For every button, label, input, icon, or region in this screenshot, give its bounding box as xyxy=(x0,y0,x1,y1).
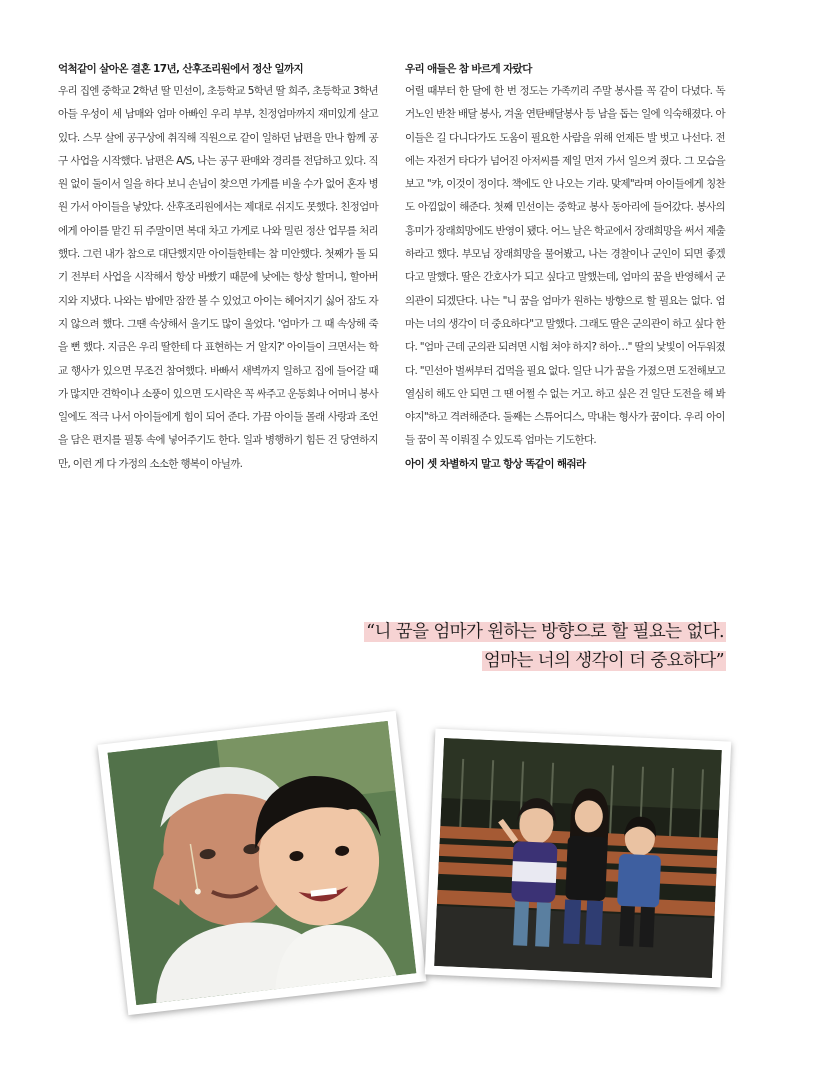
photo-grandmother-grandson xyxy=(98,711,427,1015)
section-heading: 억척같이 살아온 결혼 17년, 산후조리원에서 정산 일까지 xyxy=(58,63,304,75)
photo-image xyxy=(434,738,722,978)
section-heading-next: 아이 셋 차별하지 말고 항상 똑같이 해줘라 xyxy=(405,457,586,470)
right-column xyxy=(405,58,725,475)
photo-three-children xyxy=(425,729,731,988)
section-heading: 우리 애들은 참 바르게 자랐다 xyxy=(405,63,532,75)
photo-image xyxy=(108,721,417,1005)
article-body: 어릴 때부터 한 달에 한 번 정도는 가족끼리 주말 봉사를 꼭 같이 다녔다. 독거노인 반찬 배달 봉사, 겨울 연탄배달봉사 등 남을 돕는 일에 익숙해졌다. 아이들은 길 다니다가도 도움이 필요한 사람을 위해 언제든 발 벗고 나선다. 전에는 자전거 타다가 넘어진 아저씨를 제일 먼저 가서 일으켜 줬다. 그 모습을 보고 "캬, 이것이 정이다. 책에도 안 나오는 기라. 맞제"라며 아이들에게 칭찬도 아낌없이 해준다. 첫째 민선이는 중학교 봉사 동아리에 들어갔다. 봉사의 흥미가 장래희망에도 반영이 됐다. 어느 날은 학교에서 장래희망을 써서 제출하라고 했다. 부모님 장래희망을 물어봤고, 나는 경찰이나 군인이 되면 좋겠다고 말했다. 딸은 간호사가 되고 싶다고 말했는데, 엄마의 꿈을 반영해서 군의관이 되겠단다. 나는 "니 꿈을 엄마가 원하는 방향으로 할 필요는 없다. 엄마는 너의 생각이 더 중요하다"고 말했다. 그래도 딸은 군의관이 하고 싶다 한다. "엄마 근데 군의관 되려면 시험 쳐야 하지? 하아…" 딸의 낯빛이 어두워졌다. "민선아 벌써부터 겁먹을 필요 없다. 일단 니가 꿈을 가졌으면 도전해보고 열심히 해도 안 되면 그 땐 어쩔 수 없는 거고. 하고 싶은 건 일단 도전을 해 봐야지"하고 격려해준다. 둘째는 스튜어디스, 막내는 형사가 꿈이다. 우리 아이들 꿈이 꼭 이뤄질 수 있도록 엄마는 기도한다. xyxy=(405,85,725,447)
pull-quote-line: 엄마는 너의 생각이 더 중요하다” xyxy=(483,651,724,671)
article-body: 우리 집엔 중학교 2학년 딸 민선이, 초등학교 5학년 딸 희주, 초등학교 3학년 아들 우성이 세 남매와 엄마 아빠인 우리 부부, 친정엄마까지 재미있게 살고 있다. 스무 살에 공구상에 취직해 직원으로 같이 일하던 남편을 만나 함께 공구 사업을 시작했다. 남편은 A/S, 나는 공구 판매와 경리를 전담하고 있다. 직원 없이 둘이서 일을 하다 보니 손님이 찾으면 가게를 비울 수가 없어 혼자 병원 가서 아이들을 낳았다. 산후조리원에서는 제대로 쉬지도 못했다. 친정엄마에게 아이를 맡긴 뒤 주말이면 복대 차고 가게로 나와 밀린 정산 업무를 처리했다. 그런 내가 참으로 대단했지만 아이들한테는 참 미안했다. 첫째가 돌 되기 전부터 사업을 시작해서 항상 바빴기 때문에 낮에는 항상 할머니, 할아버지와 지냈다. 나와는 밤에만 잠깐 볼 수 있었고 아이는 헤어지기 싫어 잠도 자지 않으려 했다. 그땐 속상해서 울기도 많이 울었다. '엄마가 그 때 속상해 죽을 뻔 했다. 지금은 우리 딸한테 다 표현하는 거 알지?' 아이들이 크면서는 학교 행사가 있으면 무조건 참여했다. 바빠서 새벽까지 일하고 집에 들어갈 때가 많지만 견학이나 소풍이 있으면 도시락은 꼭 싸주고 운동회나 어머니 봉사 일에도 적극 나서 아이들에게 힘이 되어 준다. 가끔 아이들 몰래 사랑과 조언을 담은 편지를 필통 속에 넣어주기도 한다. 일과 병행하기 힘든 건 당연하지만, 이런 게 다 가정의 소소한 행복이 아닐까. xyxy=(58,85,378,470)
left-column xyxy=(58,58,378,476)
pull-quote xyxy=(364,618,726,676)
pull-quote-line: “니 꿈을 엄마가 원하는 방향으로 할 필요는 없다. xyxy=(366,622,724,642)
